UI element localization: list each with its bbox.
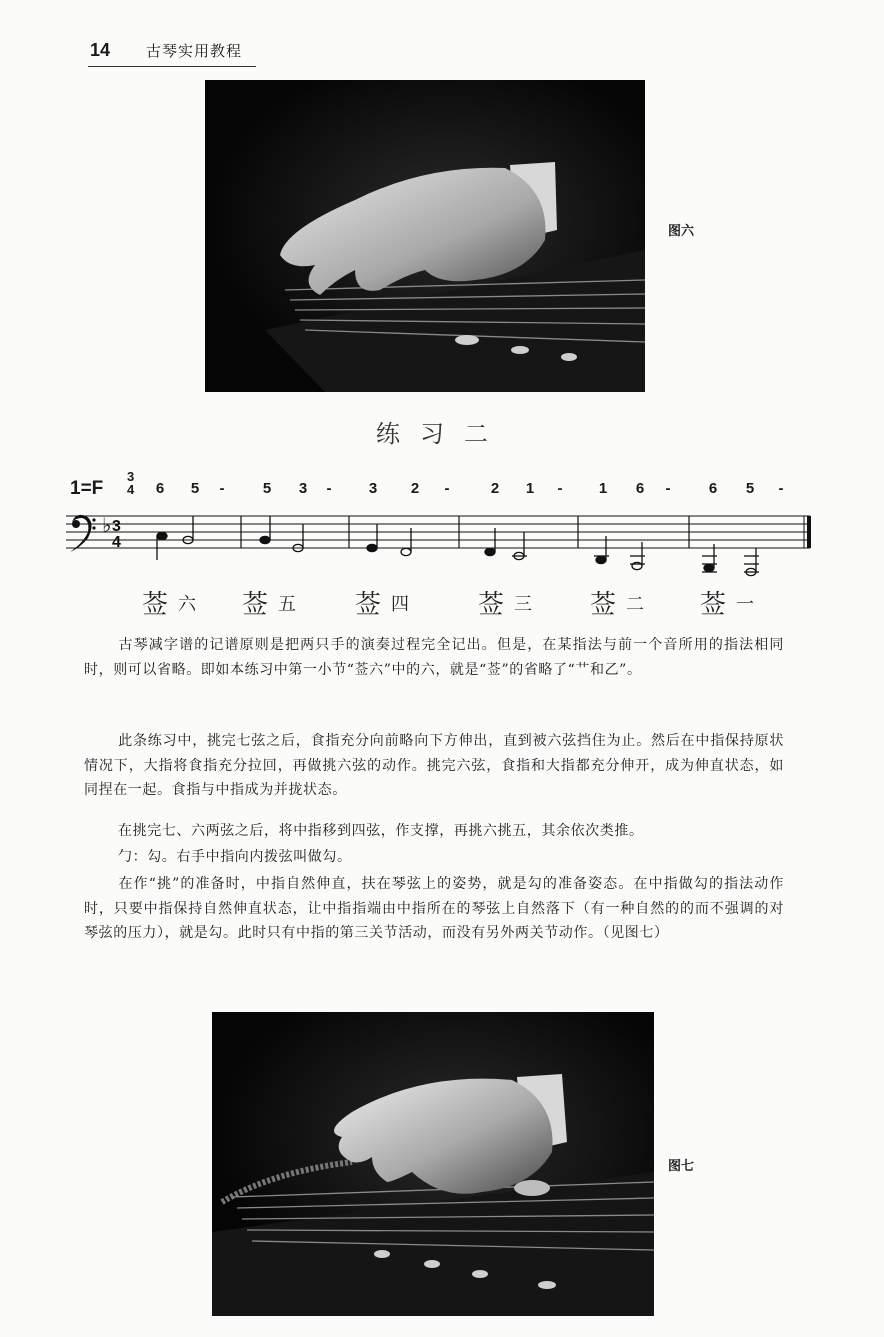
svg-text:3: 3 <box>112 518 121 535</box>
staff-lines <box>66 516 810 548</box>
body-paragraph: 古琴减字谱的记谱原则是把两只手的演奏过程完全记出。但是，在某指法与前一个音所用的指法相同时，则可以省略。即如本练习中第一小节“莶六”中的六，就是“莶”的省略了“艹和乙”。 <box>84 637 784 678</box>
jianpu-note: - <box>557 480 563 497</box>
jianzi-symbol: 莶 <box>355 590 382 620</box>
jianpu-note: - <box>326 480 332 497</box>
jianpu-note: 1 <box>525 480 535 497</box>
jianpu-note: 5 <box>745 480 755 497</box>
jianpu-note: 6 <box>708 480 718 497</box>
key-signature-label: 1=F <box>70 478 104 499</box>
jianpu-note: 5 <box>262 480 272 497</box>
jianpu-note: - <box>444 480 450 497</box>
jianpu-note: 2 <box>490 480 500 497</box>
jianzi-symbol: 莶 <box>142 590 169 620</box>
jianpu-note: 3 <box>368 480 378 497</box>
jianzi-string-number: 二 <box>626 594 644 615</box>
jianpu-note: 3 <box>298 480 308 497</box>
jianpu-note: - <box>219 480 225 497</box>
figure-seven-caption: 图七 <box>668 1159 695 1174</box>
body-paragraph: 在挑完七、六两弦之后，将中指移到四弦，作支撑，再挑六挑五，其余依次类推。 <box>118 823 644 839</box>
staff-time-signature <box>112 518 121 551</box>
body-paragraph: 在作“挑”的准备时，中指自然伸直，扶在琴弦上的姿势，就是勾的准备姿态。在中指做勾的指法动作时，只要中指保持自然伸直状态，让中指指端由中指所在的琴弦上自然落下（有一种自然的的而不强调的对琴弦的压力），就是勾。此时只有中指的第三关节活动，而没有另外两关节动作。（见图七） <box>84 876 784 941</box>
jianzi-string-number: 六 <box>178 594 196 615</box>
time-signature-bottom: 4 <box>127 482 135 497</box>
bass-clef-icon <box>70 515 96 552</box>
jianpu-note: 2 <box>410 480 420 497</box>
body-paragraph: 此条练习中，挑完七弦之后，食指充分向前略向下方伸出，直到被六弦挡住为止。然后在中指保持原状情况下，大指将食指充分拉回，再做挑六弦的动作。挑完六弦，食指和大指都充分伸开，成为伸直状态，如同捏在一起。食指与中指成为并拢状态。 <box>84 733 784 798</box>
figure-six-caption: 图六 <box>668 224 695 239</box>
jianzi-string-number: 一 <box>736 594 754 615</box>
jianpu-note: - <box>665 480 671 497</box>
figure-six-photo <box>205 80 645 392</box>
jianzi-symbol: 莶 <box>590 590 617 620</box>
jianzi-symbol: 莶 <box>478 590 505 620</box>
staff-notes <box>157 516 759 576</box>
jianpu-note: 6 <box>635 480 645 497</box>
page-number: 14 <box>90 40 111 60</box>
jianpu-note: 1 <box>598 480 608 497</box>
jianzi-symbol: 莶 <box>242 590 269 620</box>
jianzi-string-number: 三 <box>514 594 532 615</box>
book-title: 古琴实用教程 <box>146 42 243 60</box>
jianpu-note: 6 <box>155 480 165 497</box>
flat-icon: ♭ <box>102 513 112 537</box>
exercise-title: 练习二 <box>376 420 508 448</box>
body-paragraph: 勹：勾。右手中指向内拨弦叫做勾。 <box>118 849 352 865</box>
time-signature-top: 3 <box>127 469 135 484</box>
jianzi-string-number: 四 <box>391 594 409 615</box>
jianzi-symbol: 莶 <box>700 590 727 620</box>
time-signature <box>127 470 134 496</box>
jianpu-note: 5 <box>190 480 200 497</box>
hand-on-guqin-image <box>205 80 645 392</box>
jianzi-string-number: 五 <box>278 594 296 615</box>
hand-on-guqin-image <box>212 1012 654 1316</box>
figure-seven-photo <box>212 1012 654 1316</box>
svg-text:4: 4 <box>112 534 121 551</box>
running-header <box>88 36 256 67</box>
jianpu-note: - <box>778 480 784 497</box>
